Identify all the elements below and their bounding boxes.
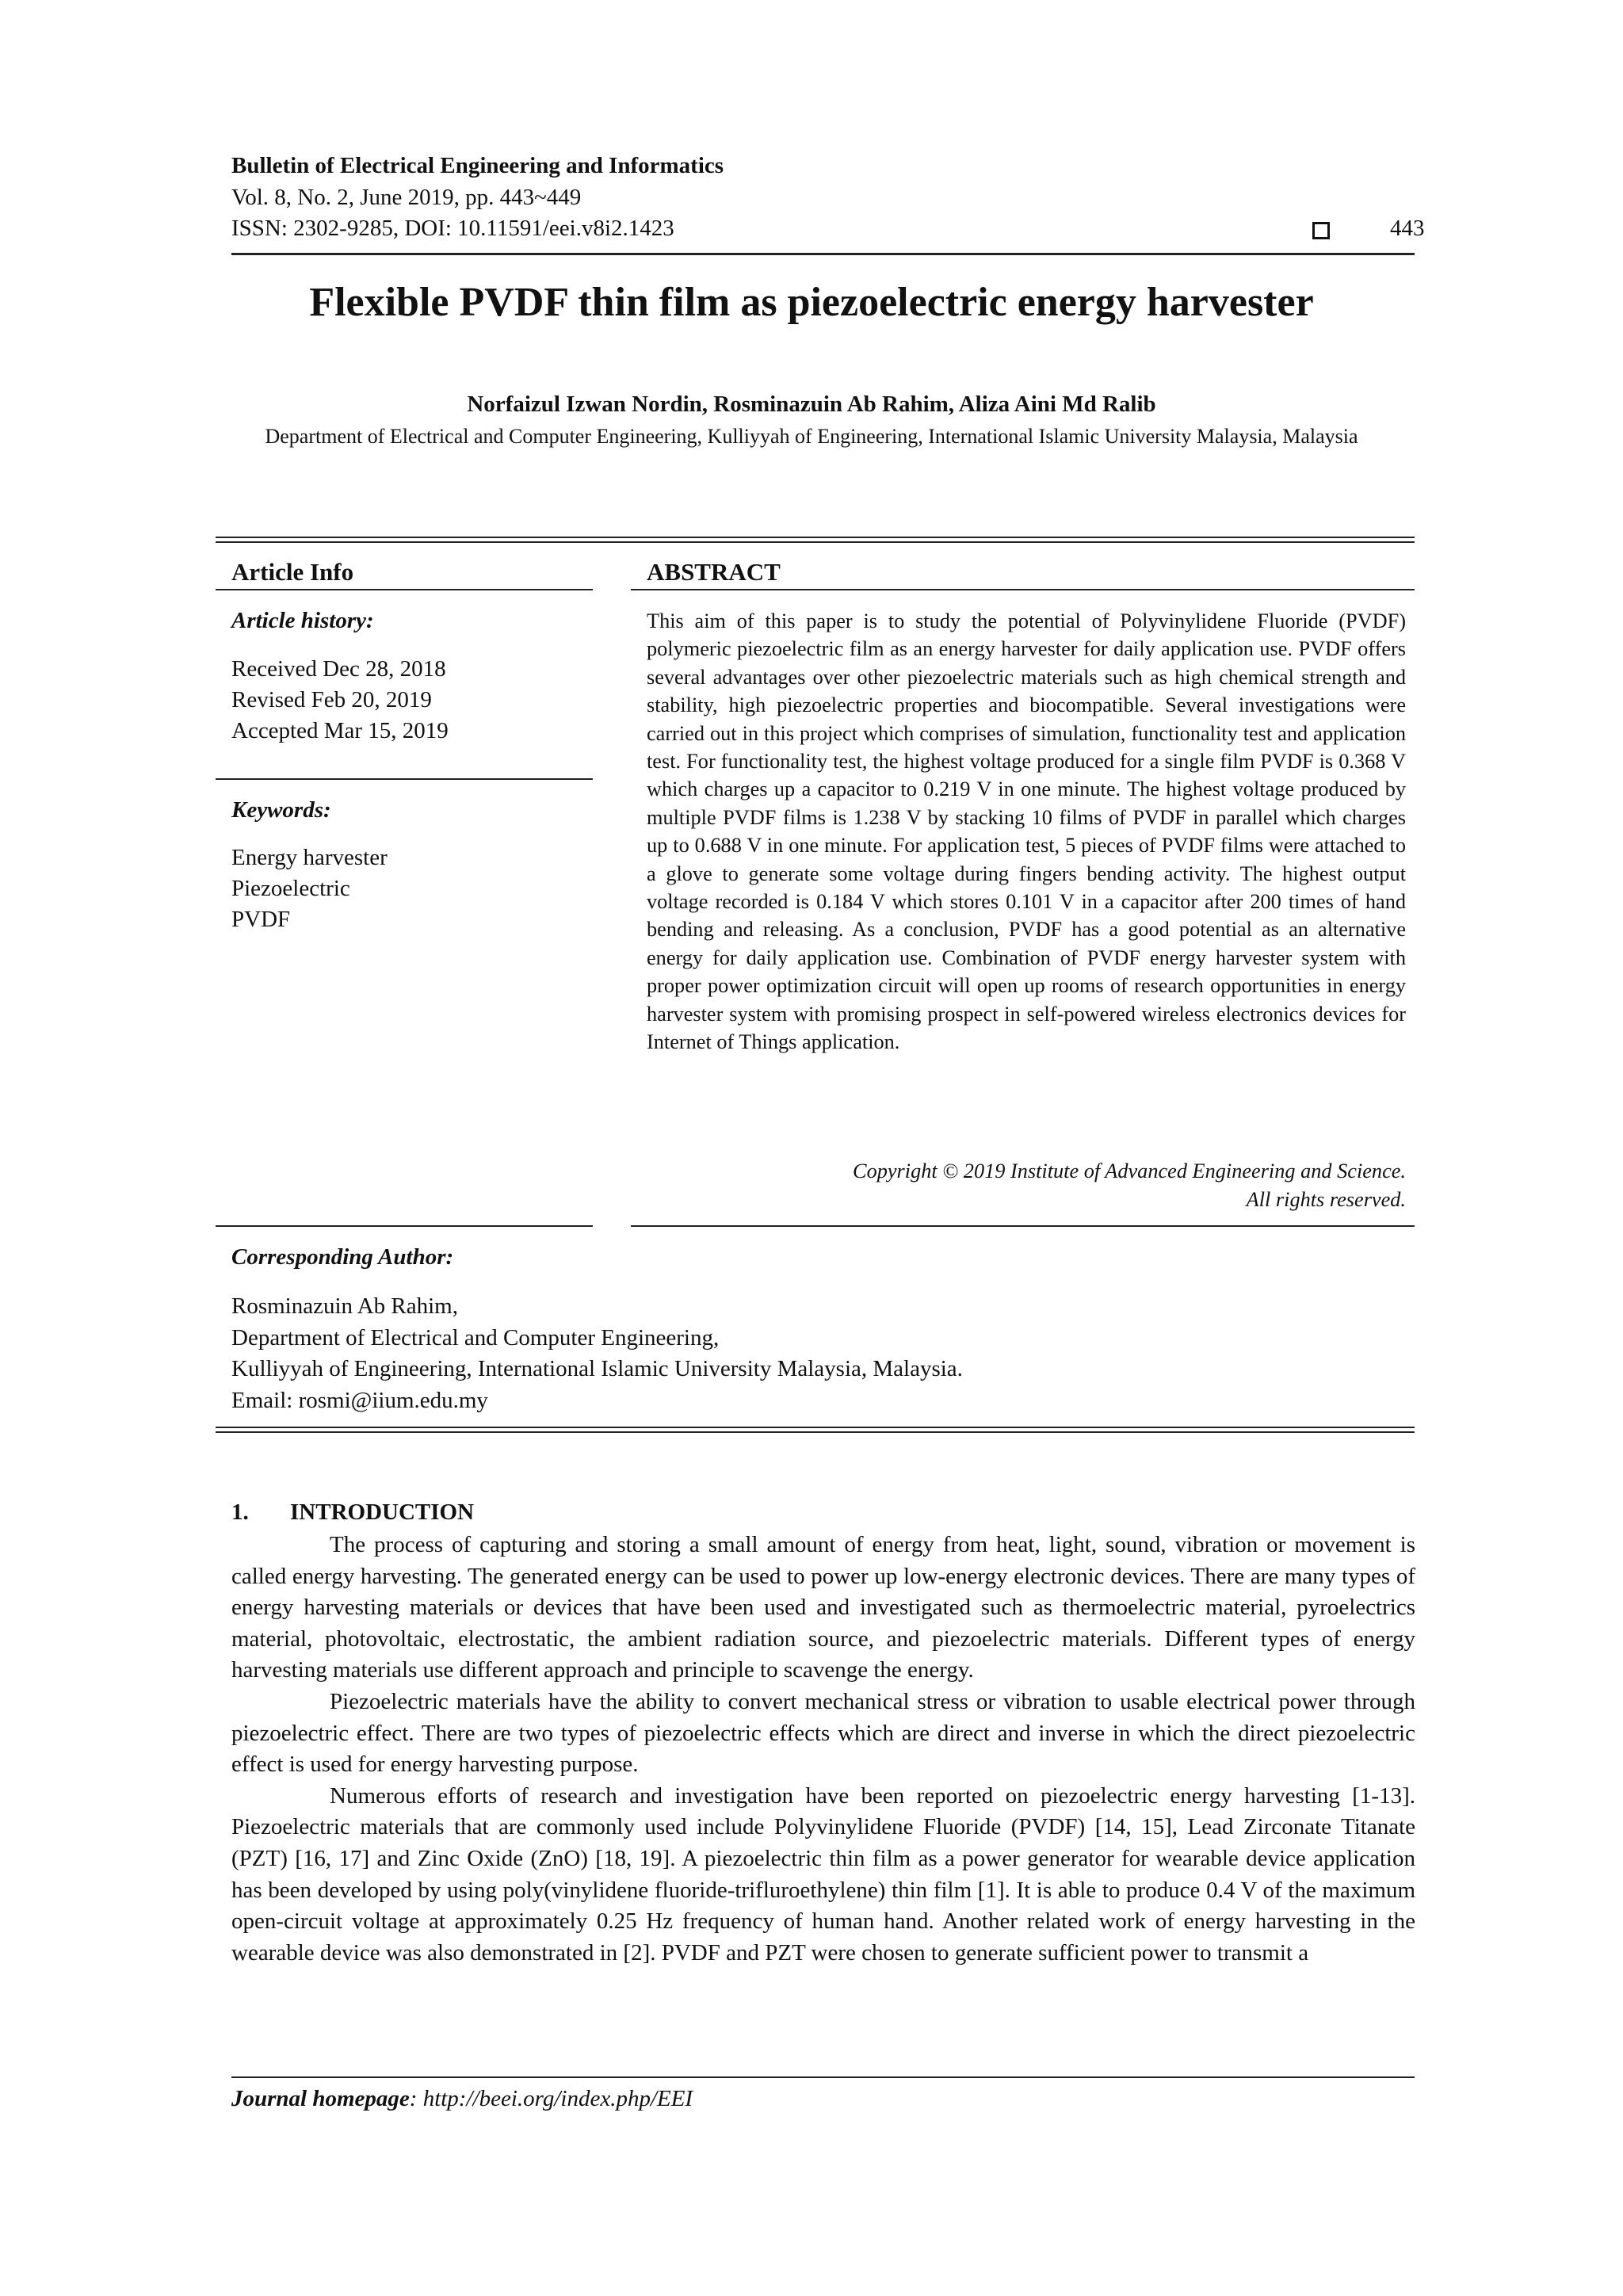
journal-homepage[interactable]: Journal homepage: http://beei.org/index.php/EEI <box>231 2086 693 2111</box>
keywords-heading: Keywords: <box>231 797 331 823</box>
journal-volume: Vol. 8, No. 2, June 2019, pp. 443~449 <box>231 185 582 210</box>
paper-title: Flexible PVDF thin film as piezoelectric energy harvester <box>309 280 1314 325</box>
corresponding-email[interactable]: Email: rosmi@iium.edu.my <box>231 1387 488 1413</box>
introduction-heading: 1. INTRODUCTION <box>231 1499 475 1525</box>
intro-paragraph: Piezoelectric materials have the ability to convert mechanical stress or vibration to usable electrical power through piezoelectric effect. There are two types of piezoelectric effects which are direct and inverse in which the direct piezoelectric effect is used for energy harvesting purpose. <box>231 1688 1415 1778</box>
introduction-body <box>231 1530 1415 1969</box>
revised-date: Revised Feb 20, 2019 <box>231 687 432 712</box>
checkbox-square-icon <box>1312 222 1330 239</box>
infobox-bottom-rule <box>216 1427 1415 1428</box>
history-rule <box>216 778 593 780</box>
accepted-date: Accepted Mar 15, 2019 <box>231 718 449 743</box>
abstract-bottom-rule <box>631 1225 1415 1227</box>
abstract-text: This aim of this paper is to study the potential of Polyvinylidene Fluoride (PVDF) polymeric piezoelectric film as an energy harvester for daily application use. PVDF offers several advantages over other piezoelectric materials such as high chemical strength and stability, high piezoelectric properties and biocompatible. Several investigations were carried out in this project which comprises of simulation, functionality test and application test. For functionality test, the highest voltage produced for a single film PVDF is 0.368 V which charges up a capacitor to 0.219 V in one minute. The highest voltage produced by multiple PVDF films is 1.238 V by stacking 10 films of PVDF in parallel which charges up to 0.688 V in one minute. For application test, 5 pieces of PVDF films were attached to a glove to generate some voltage during fingers bending activity. The highest output voltage recorded is 0.184 V which stores 0.101 V in a capacitor after 200 times of hand bending and releasing. As a conclusion, PVDF has a good potential as an alternative energy for daily application use. Combination of PVDF energy harvester system with proper power optimization circuit will open up rooms of research opportunities in energy harvester system with promising prospect in self-powered wireless electronics devices for Internet of Things application. <box>647 609 1406 1054</box>
article-info-rule <box>216 589 593 590</box>
author-list: Norfaizul Izwan Nordin, Rosminazuin Ab Rahim, Aliza Aini Md Ralib <box>467 392 1156 417</box>
corresponding-institution: Kulliyyah of Engineering, International Islamic University Malaysia, Malaysia. <box>231 1356 963 1381</box>
keyword-item: Piezoelectric <box>231 876 350 901</box>
keyword-item: PVDF <box>231 907 291 932</box>
journal-issn-doi: ISSN: 2302-9285, DOI: 10.11591/eei.v8i2.1423 <box>231 216 674 241</box>
keyword-item: Energy harvester <box>231 845 388 870</box>
infobox-top-rule-2 <box>216 541 1415 543</box>
corresponding-name: Rosminazuin Ab Rahim, <box>231 1293 458 1319</box>
keywords-bottom-rule <box>216 1225 593 1227</box>
abstract-rule <box>631 589 1415 590</box>
infobox-bottom-rule-2 <box>216 1431 1415 1433</box>
copyright-notice: Copyright © 2019 Institute of Advanced Engineering and Science. All rights reserved. <box>853 1159 1406 1211</box>
infobox-top-rule <box>216 537 1415 538</box>
page-number: 443 <box>1390 216 1425 241</box>
journal-name: Bulletin of Electrical Engineering and Informatics <box>231 153 724 178</box>
article-info-heading: Article Info <box>231 558 354 586</box>
corresponding-author-details <box>231 1291 1420 1416</box>
abstract-heading: ABSTRACT <box>647 558 781 586</box>
received-date: Received Dec 28, 2018 <box>231 656 446 682</box>
intro-paragraph: Numerous efforts of research and investigation have been reported on piezoelectric energy harvesting [1-13]. Piezoelectric materials that are commonly used include Polyvinylidene Fluoride (PVDF) [14, 15], Lead Zirconate Titanate (PZT) [16, 17] and Zinc Oxide (ZnO) [18, 19]. A piezoelectric thin film as a power generator for wearable device application has been developed by using poly(vinylidene fluoride-trifluroethylene) thin film [1]. It is able to produce 0.4 V of the maximum open-circuit voltage at approximately 0.25 Hz frequency of human hand. Another related work of energy harvesting in the wearable device was also demonstrated in [2]. PVDF and PZT were chosen to generate sufficient power to transmit a <box>231 1782 1415 1966</box>
footer-rule <box>231 2076 1415 2078</box>
author-affiliation: Department of Electrical and Computer Engineering, Kulliyyah of Engineering, International Islamic University Malaysia, Malaysia <box>265 425 1358 448</box>
article-history-heading: Article history: <box>231 608 374 633</box>
intro-paragraph: The process of capturing and storing a small amount of energy from heat, light, sound, vibration or movement is called energy harvesting. The generated energy can be used to power up low-energy electronic devices. There are many types of energy harvesting materials or devices that have been used and investigated such as thermoelectric material, pyroelectrics material, photovoltaic, electrostatic, the ambient radiation source, and piezoelectric materials. Different types of energy harvesting materials use different approach and principle to scavenge the energy. <box>231 1532 1415 1683</box>
header-rule <box>231 253 1415 255</box>
corresponding-department: Department of Electrical and Computer Engineering, <box>231 1324 720 1350</box>
corresponding-author-heading: Corresponding Author: <box>231 1244 454 1270</box>
